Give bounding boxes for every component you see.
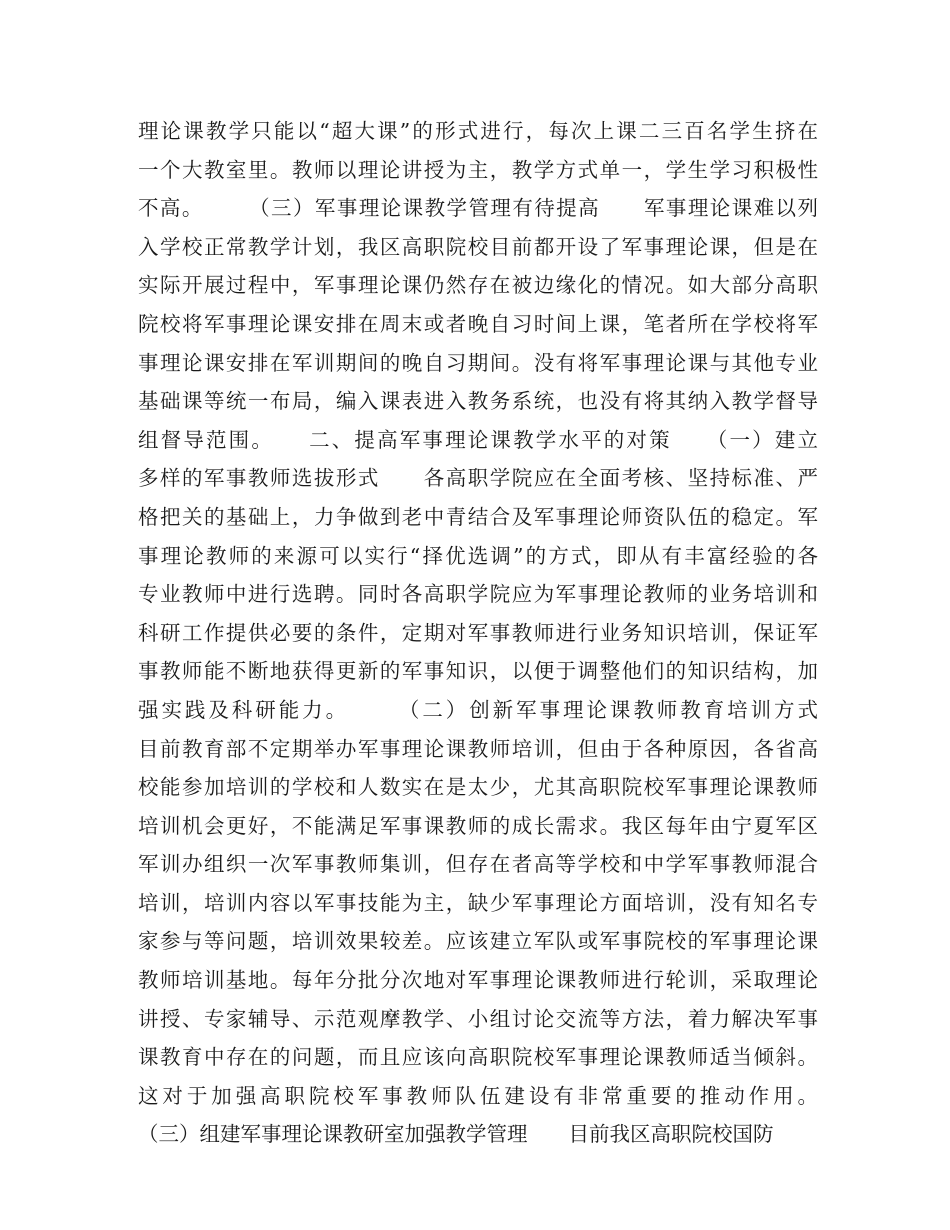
text-line: 多样的军事教师选拔形式 各高职学院应在全面考核、坚持标准、严 bbox=[138, 466, 818, 491]
text-line: 一个大教室里。教师以理论讲授为主，教学方式单一，学生学习积极性 bbox=[138, 157, 818, 182]
text-line: 事教师能不断地获得更新的军事知识，以便于调整他们的知识结构，加 bbox=[138, 659, 818, 684]
body-text bbox=[138, 112, 818, 1154]
text-line: 事理论课安排在军训期间的晚自习期间。没有将军事理论课与其他专业 bbox=[138, 350, 818, 375]
text-line: 培训，培训内容以军事技能为主，缺少军事理论方面培训，没有知名专 bbox=[138, 890, 818, 915]
text-line: 培训机会更好，不能满足军事课教师的成长需求。我区每年由宁夏军区 bbox=[138, 813, 818, 838]
text-line: 课教育中存在的问题，而且应该向高职院校军事理论课教师适当倾斜。 bbox=[138, 1045, 818, 1070]
text-line: 理论课教学只能以“超大课”的形式进行，每次上课二三百名学生挤在 bbox=[138, 119, 818, 143]
text-line: 校能参加培训的学校和人数实在是太少，尤其高职院校军事理论课教师 bbox=[138, 775, 818, 800]
text-line: 强实践及科研能力。 （二）创新军事理论课教师教育培训方式 bbox=[138, 697, 818, 722]
text-line: 目前教育部不定期举办军事理论课教师培训，但由于各种原因，各省高 bbox=[138, 736, 818, 761]
text-line: 讲授、专家辅导、示范观摩教学、小组讨论交流等方法，着力解决军事 bbox=[138, 1006, 818, 1031]
text-line: 组督导范围。 二、提高军事理论课教学水平的对策 （一）建立 bbox=[138, 427, 818, 452]
text-line: 这对于加强高职院校军事教师队伍建设有非常重要的推动作用。 bbox=[138, 1083, 818, 1108]
text-line: 实际开展过程中，军事理论课仍然存在被边缘化的情况。如大部分高职 bbox=[138, 273, 818, 298]
text-line: （三）组建军事理论课教研室加强教学管理 目前我区高职院校国防 bbox=[138, 1122, 774, 1147]
text-line: 基础课等统一布局，编入课表进入教务系统，也没有将其纳入教学督导 bbox=[138, 389, 818, 414]
text-line: 教师培训基地。每年分批分次地对军事理论课教师进行轮训，采取理论 bbox=[138, 968, 818, 993]
text-line: 事理论教师的来源可以实行“择优选调”的方式，即从有丰富经验的各 bbox=[138, 543, 818, 568]
text-line: 院校将军事理论课安排在周末或者晚自习时间上课，笔者所在学校将军 bbox=[138, 311, 818, 336]
text-line: 入学校正常教学计划，我区高职院校目前都开设了军事理论课，但是在 bbox=[138, 234, 818, 259]
text-line: 军训办组织一次军事教师集训，但存在者高等学校和中学军事教师混合 bbox=[138, 852, 818, 877]
text-line: 专业教师中进行选聘。同时各高职学院应为军事理论教师的业务培训和 bbox=[138, 582, 818, 607]
text-line: 家参与等问题，培训效果较差。应该建立军队或军事院校的军事理论课 bbox=[138, 929, 818, 954]
text-line: 格把关的基础上，力争做到老中青结合及军事理论师资队伍的稳定。军 bbox=[138, 504, 818, 529]
text-line: 科研工作提供必要的条件，定期对军事教师进行业务知识培训，保证军 bbox=[138, 620, 818, 645]
text-line: 不高。 （三）军事理论课教学管理有待提高 军事理论课难以列 bbox=[138, 196, 818, 221]
